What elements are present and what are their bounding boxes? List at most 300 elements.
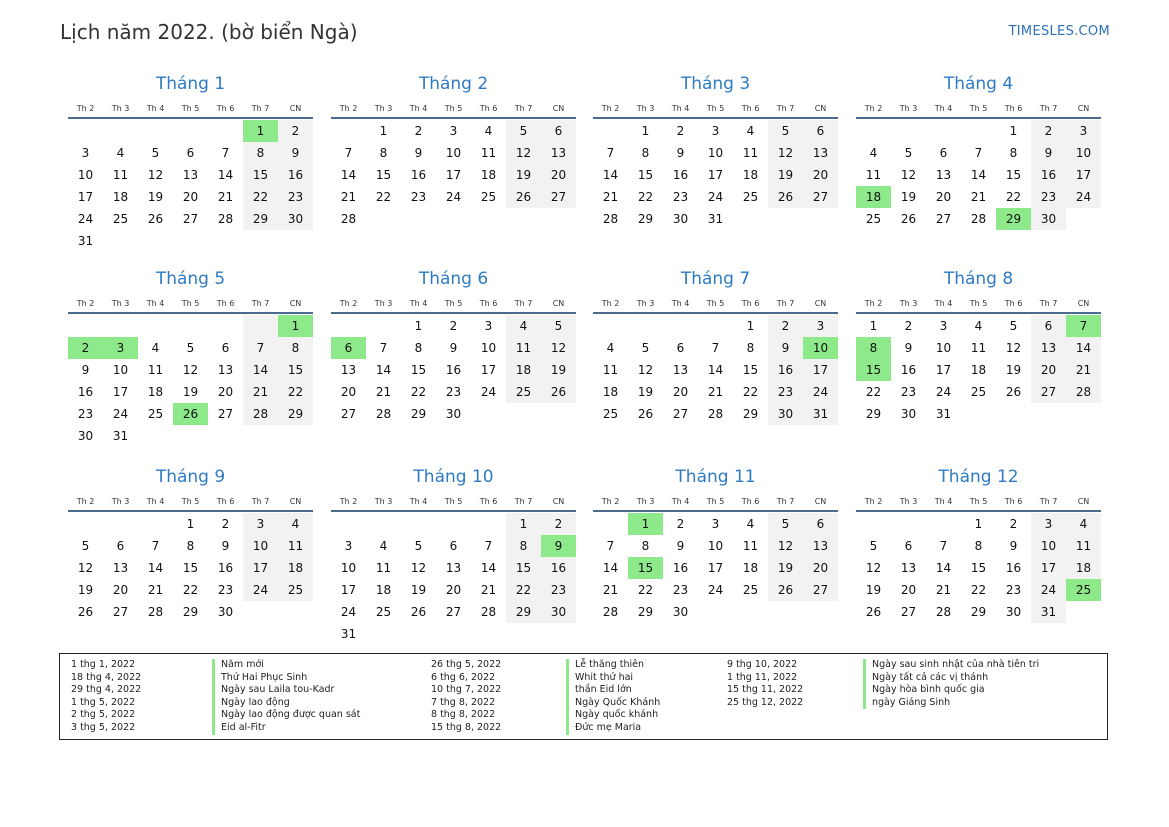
day-cell: 31 xyxy=(1031,601,1066,623)
day-cell: 26 xyxy=(865,605,882,619)
day-cell: 16 xyxy=(1005,561,1022,575)
day-cell: 3 xyxy=(803,315,838,337)
legend-names-col-3 xyxy=(863,659,1039,709)
day-cell: 7 xyxy=(606,146,615,160)
day-cell: 29 xyxy=(970,605,987,619)
day-cell: 22 xyxy=(410,385,427,399)
day-cell: 15 xyxy=(506,557,541,579)
day-cell: 10 xyxy=(707,539,724,553)
day-cell: 31 xyxy=(707,212,724,226)
empty-cell xyxy=(331,513,366,535)
day-cell: 4 xyxy=(484,124,493,138)
weekday-label: Th 4 xyxy=(146,497,165,506)
legend-date: 1 thg 11, 2022 xyxy=(727,671,798,683)
empty-cell xyxy=(103,120,138,142)
day-cell: 13 xyxy=(1031,337,1066,359)
day-cell: 13 xyxy=(217,363,234,377)
day-cell: 18 xyxy=(147,385,164,399)
legend-names-col-2 xyxy=(566,659,660,735)
day-cell: 24 xyxy=(112,407,129,421)
month-name: Tháng 5 xyxy=(155,269,226,289)
weekday-label: Th 5 xyxy=(181,104,200,113)
day-cell: 29 xyxy=(506,601,541,623)
day-cell: 26 xyxy=(506,186,541,208)
day-cell: 30 xyxy=(445,407,462,421)
legend-date: 29 thg 4, 2022 xyxy=(71,684,142,696)
day-cell: 6 xyxy=(803,120,838,142)
day-cell: 1 xyxy=(974,517,983,531)
day-cell: 31 xyxy=(77,234,94,248)
day-cell: 20 xyxy=(900,583,917,597)
legend-holiday-name: Năm mới xyxy=(212,659,360,672)
day-cell: 4 xyxy=(974,319,983,333)
legend-date: 9 thg 10, 2022 xyxy=(727,659,798,670)
day-grid xyxy=(68,120,313,252)
legend-holiday-name: Ngày quốc khánh xyxy=(566,709,660,722)
day-cell: 1 xyxy=(1009,124,1018,138)
empty-cell xyxy=(138,315,173,337)
day-cell: 29 xyxy=(278,403,313,425)
day-cell: 30 xyxy=(900,407,917,421)
weekday-header xyxy=(856,495,1101,509)
day-cell: 25 xyxy=(742,583,759,597)
day-cell: 22 xyxy=(375,190,392,204)
day-cell: 30 xyxy=(217,605,234,619)
day-cell: 5 xyxy=(768,513,803,535)
empty-cell xyxy=(138,120,173,142)
empty-cell xyxy=(593,513,628,535)
holiday-day-cell: 15 xyxy=(628,557,663,579)
header-divider xyxy=(68,312,313,314)
day-cell: 21 xyxy=(217,190,234,204)
day-cell: 31 xyxy=(340,627,357,641)
weekday-label: Th 3 xyxy=(899,104,918,113)
legend-date: 8 thg 8, 2022 xyxy=(431,709,496,721)
day-cell: 13 xyxy=(182,168,199,182)
day-cell: 21 xyxy=(707,385,724,399)
day-cell: 29 xyxy=(637,605,654,619)
day-cell: 9 xyxy=(1031,142,1066,164)
day-cell: 27 xyxy=(803,579,838,601)
day-cell: 25 xyxy=(147,407,164,421)
day-cell: 5 xyxy=(81,539,90,553)
day-cell: 8 xyxy=(379,146,388,160)
weekday-label: Th 6 xyxy=(479,497,498,506)
day-cell: 1 xyxy=(746,319,755,333)
empty-cell xyxy=(173,315,208,337)
day-grid xyxy=(331,513,576,645)
weekday-label: Th 4 xyxy=(671,497,690,506)
site-link[interactable]: TIMESLES.COM xyxy=(1008,24,1110,39)
day-cell: 13 xyxy=(935,168,952,182)
day-cell: 22 xyxy=(182,583,199,597)
day-cell: 6 xyxy=(904,539,913,553)
legend-date: 3 thg 5, 2022 xyxy=(71,721,136,733)
day-cell: 21 xyxy=(480,583,497,597)
month-calendar xyxy=(68,73,313,252)
day-cell: 19 xyxy=(768,557,803,579)
day-cell: 27 xyxy=(1031,381,1066,403)
weekday-label: Th 4 xyxy=(671,299,690,308)
weekday-label: Th 7 xyxy=(514,104,533,113)
weekday-label: Th 7 xyxy=(1039,299,1058,308)
legend-dates-col-2 xyxy=(431,659,501,735)
day-cell: 28 xyxy=(375,407,392,421)
day-cell: 12 xyxy=(541,337,576,359)
day-cell: 11 xyxy=(970,341,987,355)
weekday-label: Th 2 xyxy=(601,299,620,308)
header-divider xyxy=(593,312,838,314)
day-cell: 28 xyxy=(935,605,952,619)
legend-holiday-name: Lễ thăng thiên xyxy=(566,659,660,672)
day-cell: 19 xyxy=(1005,363,1022,377)
day-cell: 9 xyxy=(414,146,423,160)
day-cell: 13 xyxy=(803,535,838,557)
holiday-day-cell: 10 xyxy=(803,337,838,359)
header-divider xyxy=(856,117,1101,119)
weekday-label: Th 5 xyxy=(444,299,463,308)
day-cell: 3 xyxy=(484,319,493,333)
day-cell: 20 xyxy=(340,385,357,399)
header-divider xyxy=(331,117,576,119)
legend-holiday-name: Ngày Quốc Khánh xyxy=(566,697,660,710)
day-cell: 14 xyxy=(340,168,357,182)
day-grid xyxy=(68,513,313,623)
empty-cell xyxy=(593,315,628,337)
day-cell: 28 xyxy=(480,605,497,619)
weekday-label: Th 3 xyxy=(636,299,655,308)
weekday-header xyxy=(856,102,1101,116)
day-grid xyxy=(331,120,576,230)
day-cell: 17 xyxy=(1031,557,1066,579)
day-cell: 15 xyxy=(375,168,392,182)
month-calendar xyxy=(331,466,576,645)
empty-cell xyxy=(891,120,926,142)
day-cell: 7 xyxy=(379,341,388,355)
day-cell: 1 xyxy=(506,513,541,535)
month-calendar xyxy=(331,268,576,425)
empty-cell xyxy=(891,513,926,535)
month-calendar xyxy=(856,466,1101,623)
day-cell: 22 xyxy=(970,583,987,597)
day-cell: 15 xyxy=(637,168,654,182)
day-cell: 27 xyxy=(803,186,838,208)
day-cell: 31 xyxy=(803,403,838,425)
weekday-header xyxy=(331,495,576,509)
day-cell: 9 xyxy=(676,146,685,160)
day-cell: 8 xyxy=(278,337,313,359)
day-grid xyxy=(856,513,1101,623)
day-cell: 22 xyxy=(243,186,278,208)
day-cell: 20 xyxy=(182,190,199,204)
day-cell: 20 xyxy=(803,557,838,579)
day-cell: 22 xyxy=(637,190,654,204)
day-cell: 7 xyxy=(243,337,278,359)
holiday-day-cell: 1 xyxy=(278,315,313,337)
holiday-day-cell: 3 xyxy=(103,337,138,359)
day-cell: 19 xyxy=(541,359,576,381)
weekday-label: Th 3 xyxy=(899,299,918,308)
month-name: Tháng 10 xyxy=(413,467,494,487)
day-cell: 16 xyxy=(672,168,689,182)
weekday-label: Th 6 xyxy=(1004,104,1023,113)
empty-cell xyxy=(138,513,173,535)
day-cell: 18 xyxy=(742,168,759,182)
header-divider xyxy=(68,117,313,119)
day-cell: 16 xyxy=(77,385,94,399)
day-cell: 17 xyxy=(1066,164,1101,186)
day-cell: 8 xyxy=(641,539,650,553)
day-cell: 14 xyxy=(1066,337,1101,359)
day-cell: 17 xyxy=(340,583,357,597)
weekday-label: Th 2 xyxy=(339,497,358,506)
weekday-label: Th 6 xyxy=(216,104,235,113)
day-cell: 14 xyxy=(480,561,497,575)
day-cell: 8 xyxy=(506,535,541,557)
day-cell: 11 xyxy=(278,535,313,557)
day-cell: 21 xyxy=(1066,359,1101,381)
day-cell: 9 xyxy=(768,337,803,359)
day-cell: 4 xyxy=(116,146,125,160)
day-cell: 15 xyxy=(182,561,199,575)
day-grid xyxy=(331,315,576,425)
weekday-label: Th 6 xyxy=(741,299,760,308)
weekday-label: CN xyxy=(1077,299,1090,308)
month-name: Tháng 8 xyxy=(943,269,1014,289)
weekday-label: Th 6 xyxy=(216,299,235,308)
weekday-label: CN xyxy=(552,104,565,113)
weekday-label: Th 5 xyxy=(181,497,200,506)
day-cell: 7 xyxy=(974,146,983,160)
day-cell: 16 xyxy=(768,359,803,381)
day-cell: 13 xyxy=(445,561,462,575)
header-divider xyxy=(856,312,1101,314)
day-cell: 18 xyxy=(112,190,129,204)
holiday-day-cell: 26 xyxy=(173,403,208,425)
day-cell: 4 xyxy=(1066,513,1101,535)
day-grid xyxy=(593,120,838,230)
day-cell: 14 xyxy=(375,363,392,377)
day-cell: 2 xyxy=(1009,517,1018,531)
legend-date: 10 thg 7, 2022 xyxy=(431,684,502,696)
day-cell: 18 xyxy=(602,385,619,399)
day-cell: 28 xyxy=(243,403,278,425)
day-cell: 16 xyxy=(410,168,427,182)
legend-date: 2 thg 5, 2022 xyxy=(71,709,136,721)
legend-date: 26 thg 5, 2022 xyxy=(431,659,502,670)
holiday-day-cell: 15 xyxy=(856,359,891,381)
legend-holiday-name: Ngày tất cả các vị thánh xyxy=(863,672,1039,685)
day-grid xyxy=(856,315,1101,425)
day-cell: 29 xyxy=(742,407,759,421)
day-cell: 8 xyxy=(746,341,755,355)
day-cell: 6 xyxy=(186,146,195,160)
empty-cell xyxy=(173,120,208,142)
day-cell: 28 xyxy=(602,605,619,619)
day-cell: 10 xyxy=(1031,535,1066,557)
day-cell: 3 xyxy=(344,539,353,553)
weekday-label: Th 3 xyxy=(374,497,393,506)
day-cell: 30 xyxy=(672,605,689,619)
day-cell: 1 xyxy=(641,124,650,138)
day-cell: 5 xyxy=(414,539,423,553)
day-cell: 20 xyxy=(112,583,129,597)
day-cell: 12 xyxy=(768,142,803,164)
weekday-label: Th 6 xyxy=(479,299,498,308)
weekday-label: Th 7 xyxy=(251,104,270,113)
weekday-label: Th 5 xyxy=(706,104,725,113)
month-calendar xyxy=(68,268,313,447)
day-cell: 23 xyxy=(1005,583,1022,597)
day-cell: 2 xyxy=(278,120,313,142)
day-cell: 18 xyxy=(375,583,392,597)
day-cell: 14 xyxy=(707,363,724,377)
day-cell: 25 xyxy=(375,605,392,619)
weekday-label: Th 7 xyxy=(776,497,795,506)
day-cell: 17 xyxy=(445,168,462,182)
day-cell: 16 xyxy=(672,561,689,575)
empty-cell xyxy=(68,513,103,535)
month-name: Tháng 12 xyxy=(938,467,1019,487)
legend-date: 15 thg 11, 2022 xyxy=(727,684,804,696)
day-cell: 20 xyxy=(672,385,689,399)
legend-holiday-name: Ngày hòa bình quốc gia xyxy=(863,684,1039,697)
day-cell: 17 xyxy=(707,561,724,575)
day-cell: 25 xyxy=(112,212,129,226)
day-cell: 24 xyxy=(707,583,724,597)
day-cell: 19 xyxy=(147,190,164,204)
day-cell: 6 xyxy=(676,341,685,355)
day-cell: 14 xyxy=(243,359,278,381)
weekday-label: Th 3 xyxy=(111,299,130,308)
day-cell: 7 xyxy=(606,539,615,553)
empty-cell xyxy=(401,513,436,535)
weekday-label: CN xyxy=(289,497,302,506)
day-cell: 29 xyxy=(865,407,882,421)
legend-names-col-1 xyxy=(212,659,360,735)
day-cell: 10 xyxy=(243,535,278,557)
day-cell: 25 xyxy=(970,385,987,399)
day-cell: 28 xyxy=(217,212,234,226)
weekday-header xyxy=(593,102,838,116)
day-cell: 24 xyxy=(1066,186,1101,208)
day-cell: 23 xyxy=(768,381,803,403)
weekday-label: Th 2 xyxy=(339,299,358,308)
empty-cell xyxy=(68,120,103,142)
day-cell: 14 xyxy=(602,168,619,182)
legend-holiday-name: Whit thứ hai xyxy=(566,672,660,685)
day-cell: 21 xyxy=(970,190,987,204)
day-cell: 25 xyxy=(506,381,541,403)
weekday-label: Th 7 xyxy=(776,299,795,308)
legend-holiday-name: Ngày sau sinh nhật của nhà tiên tri xyxy=(863,659,1039,672)
month-calendar xyxy=(331,73,576,230)
day-cell: 19 xyxy=(637,385,654,399)
day-cell: 2 xyxy=(904,319,913,333)
empty-cell xyxy=(856,513,891,535)
empty-cell xyxy=(68,315,103,337)
weekday-label: Th 2 xyxy=(864,104,883,113)
day-cell: 30 xyxy=(541,601,576,623)
day-cell: 7 xyxy=(221,146,230,160)
day-cell: 4 xyxy=(506,315,541,337)
day-cell: 26 xyxy=(637,407,654,421)
day-cell: 2 xyxy=(768,315,803,337)
weekday-label: Th 6 xyxy=(1004,497,1023,506)
day-cell: 11 xyxy=(865,168,882,182)
day-cell: 3 xyxy=(243,513,278,535)
day-cell: 20 xyxy=(445,583,462,597)
month-name: Tháng 9 xyxy=(155,467,226,487)
day-cell: 30 xyxy=(1031,208,1066,230)
day-cell: 26 xyxy=(410,605,427,619)
day-cell: 24 xyxy=(707,190,724,204)
day-cell: 26 xyxy=(147,212,164,226)
day-cell: 18 xyxy=(742,561,759,575)
day-cell: 21 xyxy=(340,190,357,204)
day-cell: 29 xyxy=(637,212,654,226)
day-cell: 6 xyxy=(449,539,458,553)
day-cell: 11 xyxy=(742,146,759,160)
day-cell: 27 xyxy=(445,605,462,619)
empty-cell xyxy=(593,120,628,142)
holiday-legend xyxy=(59,653,1108,740)
day-cell: 7 xyxy=(939,539,948,553)
weekday-label: CN xyxy=(552,299,565,308)
header-divider xyxy=(68,510,313,512)
weekday-label: Th 2 xyxy=(864,497,883,506)
day-cell: 22 xyxy=(1005,190,1022,204)
month-calendar xyxy=(593,73,838,230)
holiday-day-cell: 29 xyxy=(996,208,1031,230)
day-cell: 5 xyxy=(869,539,878,553)
day-cell: 20 xyxy=(935,190,952,204)
empty-cell xyxy=(436,513,471,535)
month-calendar xyxy=(68,466,313,623)
day-cell: 14 xyxy=(935,561,952,575)
holiday-day-cell: 8 xyxy=(856,337,891,359)
day-cell: 9 xyxy=(278,142,313,164)
day-cell: 4 xyxy=(746,124,755,138)
day-cell: 17 xyxy=(803,359,838,381)
weekday-label: Th 7 xyxy=(514,497,533,506)
day-cell: 15 xyxy=(1005,168,1022,182)
holiday-day-cell: 2 xyxy=(68,337,103,359)
day-cell: 26 xyxy=(768,186,803,208)
weekday-header xyxy=(331,297,576,311)
day-cell: 30 xyxy=(768,403,803,425)
day-cell: 16 xyxy=(541,557,576,579)
day-cell: 18 xyxy=(480,168,497,182)
month-name: Tháng 2 xyxy=(418,74,489,94)
page-title: Lịch năm 2022. (bờ biển Ngà) xyxy=(60,20,358,44)
day-cell: 8 xyxy=(243,142,278,164)
day-cell: 21 xyxy=(147,583,164,597)
day-grid xyxy=(593,315,838,425)
day-cell: 27 xyxy=(541,186,576,208)
day-cell: 10 xyxy=(480,341,497,355)
day-cell: 9 xyxy=(81,363,90,377)
month-name: Tháng 11 xyxy=(675,467,756,487)
weekday-label: Th 3 xyxy=(374,104,393,113)
day-cell: 4 xyxy=(869,146,878,160)
day-cell: 15 xyxy=(243,164,278,186)
weekday-label: Th 2 xyxy=(601,497,620,506)
month-calendar xyxy=(593,466,838,623)
day-cell: 27 xyxy=(900,605,917,619)
day-cell: 1 xyxy=(379,124,388,138)
day-cell: 3 xyxy=(711,517,720,531)
